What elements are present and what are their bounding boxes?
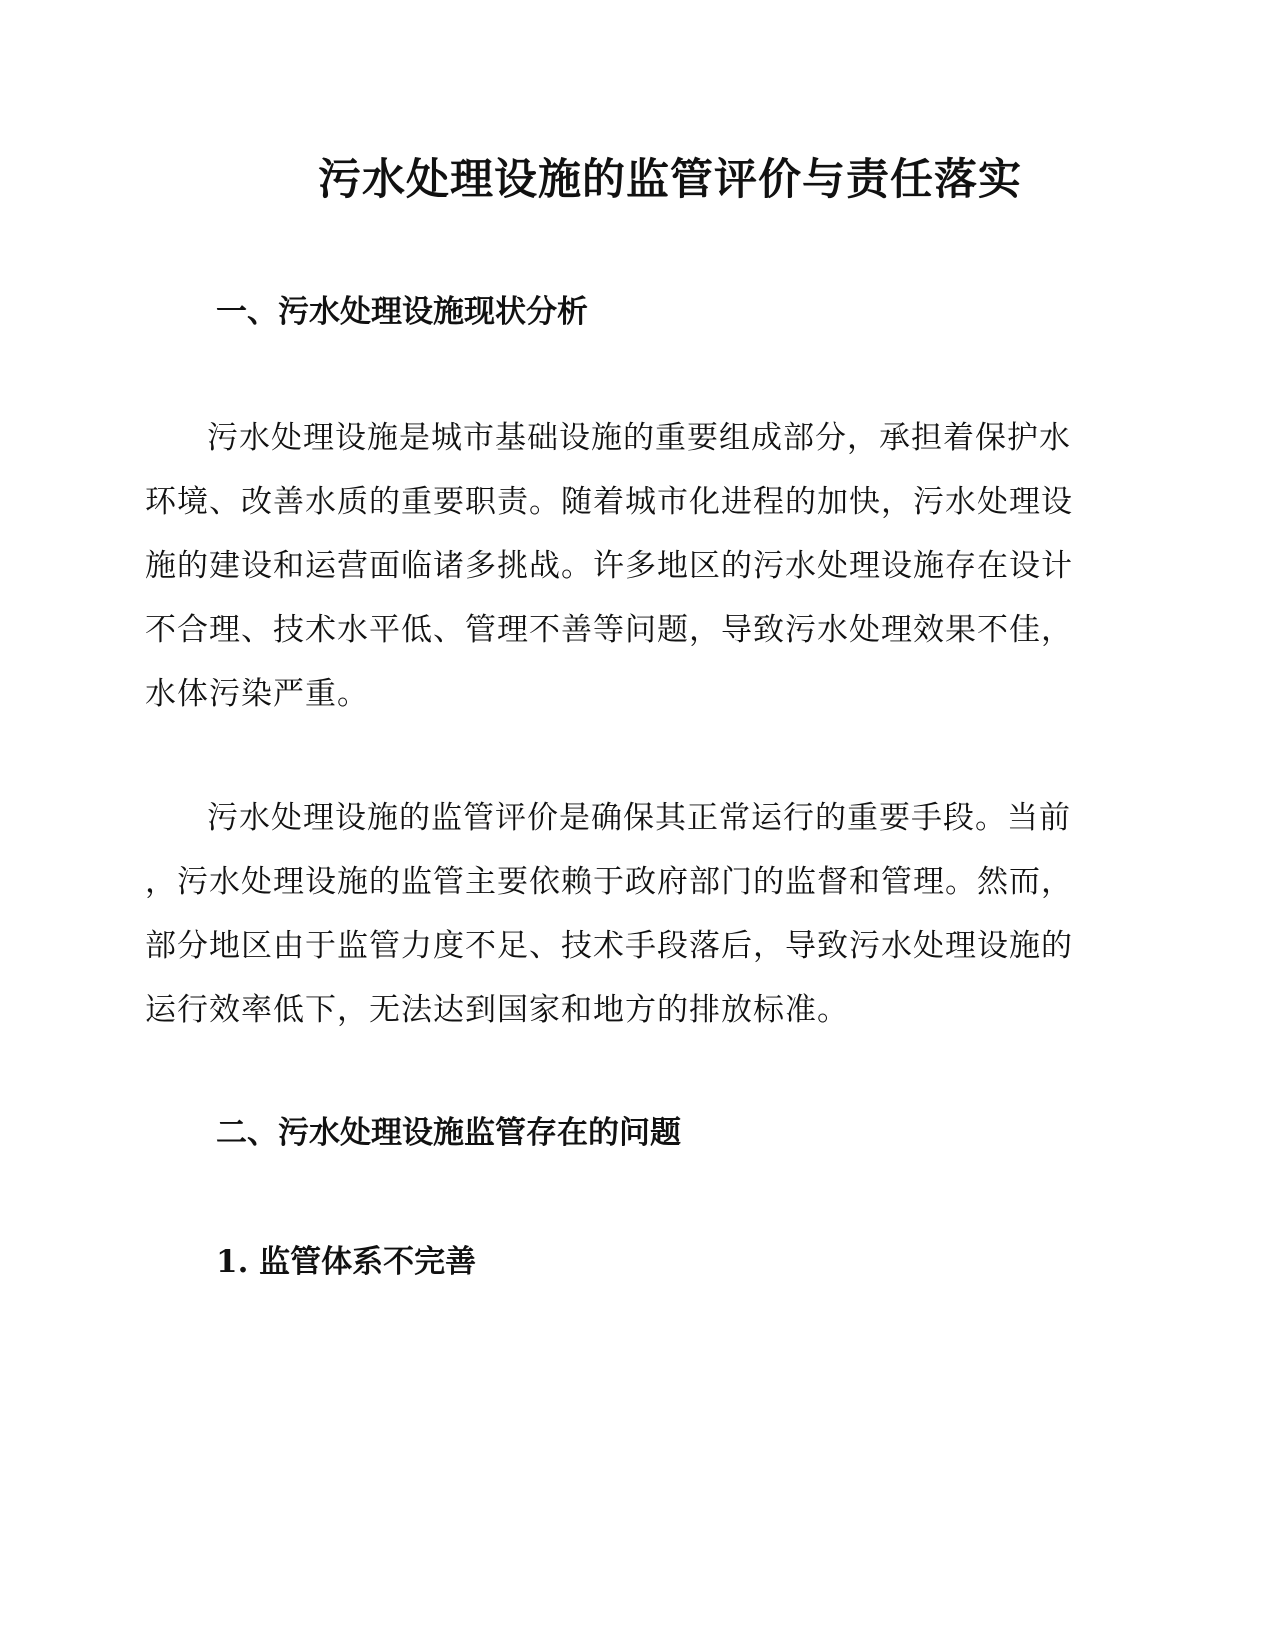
paragraph-line: 水体污染严重。: [145, 676, 369, 712]
paragraph-line: ，污水处理设施的监管主要依赖于政府部门的监督和管理。然而，: [145, 864, 1073, 900]
paragraph-line: 运行效率低下，无法达到国家和地方的排放标准。: [145, 992, 849, 1028]
paragraph-line: 污水处理设施的监管评价是确保其正常运行的重要手段。当前: [207, 800, 1071, 836]
paragraph-line: 环境、改善水质的重要职责。随着城市化进程的加快，污水处理设: [145, 484, 1073, 520]
section-2-heading: 二、污水处理设施监管存在的问题: [216, 1115, 681, 1151]
document-title: 污水处理设施的监管评价与责任落实: [318, 155, 1022, 205]
paragraph-line: 不合理、技术水平低、管理不善等问题，导致污水处理效果不佳，: [145, 612, 1073, 648]
list-item-1: 1. 监管体系不完善: [216, 1244, 477, 1280]
paragraph-line: 部分地区由于监管力度不足、技术手段落后，导致污水处理设施的: [145, 928, 1073, 964]
paragraph-line: 施的建设和运营面临诸多挑战。许多地区的污水处理设施存在设计: [145, 548, 1073, 584]
paragraph-line: 污水处理设施是城市基础设施的重要组成部分，承担着保护水: [207, 420, 1071, 456]
section-1-heading: 一、污水处理设施现状分析: [216, 294, 588, 330]
